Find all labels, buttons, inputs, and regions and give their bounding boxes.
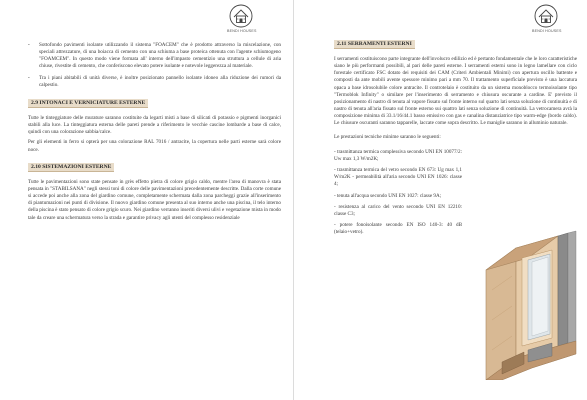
paragraph: Tutte le pavimentazioni sono state pensate in grès effetto pietra di colore grigio caldo, mentre l'area di manovra è stata pensata in "STABILSANA" negli stessi toni di colore delle pavimentazioni precedentemente descritte. Dalla corte comune si accede poi anche alla zona del giardino comune, completamente schermata dalla zona parcheggi grazie all'inserimento di piantumazioni nei punti di divisione. Il nuovo giardino comune presenta al suo interno anche una piscina, il telo interno della piscina è stato pensato di colore grigio scuro. Nei giardino verranno inseriti diversi ulivi e vegetazione mista in modo tale da creare una schermatura verso la strada e garantire privacy agli utenti del complesso residenziale (28, 178, 281, 221)
bullet-dash: - (28, 42, 30, 48)
section-heading-2-9: 2.9 INTONACI E VERNICIATURE ESTERNE (28, 99, 148, 108)
specs-list (334, 149, 462, 237)
bullet-item (28, 75, 281, 89)
paragraph: Per gli elementi in ferro si opterà per una colorazione RAL 7016 / antracite, la copertura nelle parti esterne sarà colore noce. (28, 139, 281, 153)
right-content (334, 40, 577, 240)
page-left (0, 0, 293, 400)
house-logo-icon (534, 4, 558, 28)
logo-text: BENDI HOUSES (532, 29, 562, 33)
page-right (294, 0, 587, 400)
paragraph: Tutte le tinteggiature delle murature saranno costituite da legarti misti a base di silicati di potassio e pigmenti inorganici stabili alla luce. La tinteggiatura esterna delle pareti prende a riferimento le vecchie cascine lombarde a base di calce, quindi con una colorazione sabbia/calce. (28, 114, 281, 136)
bullet-dash: - (28, 74, 30, 81)
logo (227, 4, 255, 33)
spec-item: - resistenza al carico del vento secondo UNI EN 12210: classe C3; (334, 203, 462, 217)
spec-item: - tenuta all'acqua secondo UNI EN 1027: classe 9A; (334, 192, 442, 199)
house-logo-icon (229, 4, 253, 28)
section-heading-2-10: 2.10 SISTEMAZIONI ESTERNE (28, 163, 114, 172)
spec-item: - trasmittanza termica del vetro secondo EN 673: Ug max 1,1 W/m2K - permeabilità all'aria secondo UNI EN 1026: classe 4; (334, 167, 462, 188)
spec-item: - potere fonoisolante secondo EN ISO 140-3: 40 dB (telaio+vetro). (334, 221, 462, 236)
left-content (28, 42, 281, 225)
logo-text: BENDI HOUSES (227, 29, 257, 33)
logo (532, 4, 560, 33)
window-frame-section-image (472, 230, 584, 380)
bullet-text: Tra i piani abitabili di unità diverse, è inoltre posizionato pannello isolante idoneo alla riduzione dei rumori da calpestio. (39, 74, 281, 88)
section-heading-2-11: 2.11 SERRAMENTI ESTERNI (334, 40, 415, 49)
specs-intro: Le prestazioni tecniche minime saranno le seguenti: (334, 133, 441, 140)
bullet-item (28, 42, 281, 71)
spec-item: - trasmittanza termica complessiva secondo UNI EN 10077/2: Uw max 1,3 W/m2K; (334, 148, 462, 162)
paragraph: I serramenti costituiscono parte integrante dell'involucro edilizio ed è pertanto fondamentale che le loro caratteristiche siano le più performanti possibili, al pari delle pareti esterne. I serramenti esterni sono in legno lamellare con ciclo forestale certificato FSC dotato dei requisiti dei CAM (Criteri Ambientali Minimi) con apertura oscillo battente e composti da ante mobili avente spessore minimo pari a mm 70. Il trattamento superficiale previsto è una laccatura opaca a base idrosolubile colore antracite. Il controtelaio è costituito da un sistema monoblocco termoisolante tipo "Termoblok Infinity" o similare per l'inserimento di serramento e chiusura oscurante a cardine. E' previsto il posizionamento di nastro di tenuta al vapore fissato sul fronte interno sul quarto lati senza soluzione di continuità e di nastro di tenuta all'aria fissato sul fronte esterno sui quattro lati senza soluzione di continuità. La vetrocamera avrà la composizione minima di 33.1/16/44.1 basso emissivo con gas e canalina distanziatrice tipo warm-edge (bordo caldo). Le chiusure oscuranti saranno tapparelle, laccate come sopra descritto. Le maniglie saranno in alluminio naturale. (334, 56, 578, 127)
bullet-text: Sottofondo pavimenti isolante utilizzando il sistema "FOACEM" che è prodotto attraverso la miscelazione, con speciali attrezzature, di una boiacca di cemento con una schiuma a base proteica ottenuta con l'agente schiumogeno "FOAMCEM". In questo modo viene formata all' interno dell'impasto cementizio una struttura a cellule di aria chiuse, rivestite di cemento, che conferiscono elevato potere isolante e notevole leggerezza al materiale. (39, 42, 281, 70)
